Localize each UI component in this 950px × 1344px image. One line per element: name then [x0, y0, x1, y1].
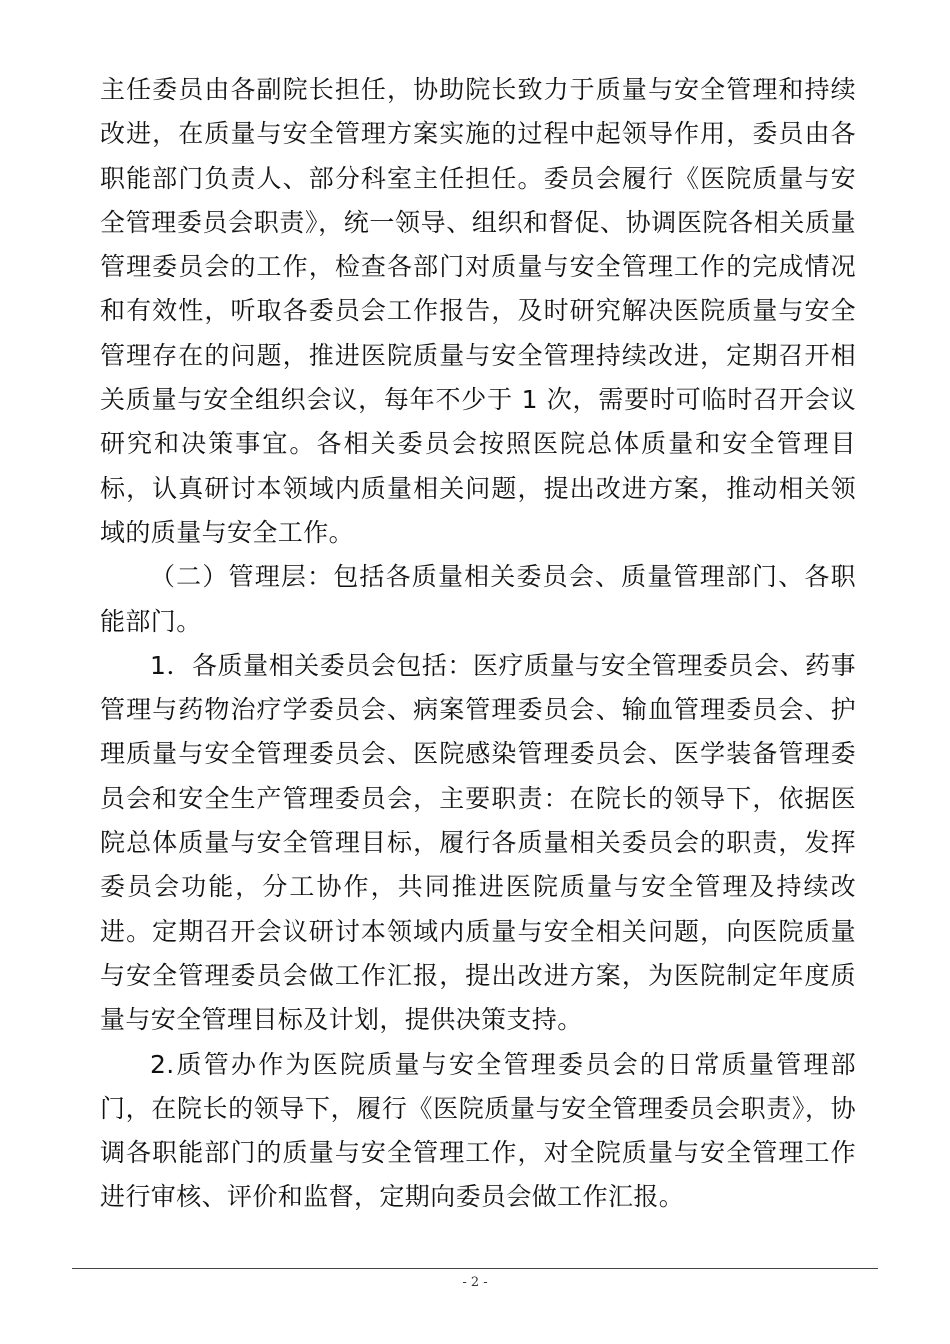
page-number: - 2 - — [462, 1275, 488, 1290]
document-body — [100, 68, 856, 1220]
paragraph-committee-duties: 主任委员由各副院长担任，协助院长致力于质量与安全管理和持续改进，在质量与安全管理方案实施的过程中起领导作用，委员由各职能部门负责人、部分科室主任担任。委员会履行《医院质量与安全管理委员会职责》，统一领导、组织和督促、协调医院各相关质量管理委员会的工作，检查各部门对质量与安全管理工作的完成情况和有效性，听取各委员会工作报告，及时研究解决医院质量与安全管理存在的问题，推进医院质量与安全管理持续改进，定期召开相关质量与安全组织会议，每年不少于 1 次，需要时可临时召开会议研究和决策事宜。各相关委员会按照医院总体质量和安全管理目标，认真研讨本领域内质量相关问题，提出改进方案，推动相关领域的质量与安全工作。 — [100, 75, 856, 547]
paragraph-management-layer: （二）管理层：包括各质量相关委员会、质量管理部门、各职能部门。 — [100, 562, 856, 636]
paragraph-quality-committees: 1．各质量相关委员会包括：医疗质量与安全管理委员会、药事管理与药物治疗学委员会、病案管理委员会、输血管理委员会、护理质量与安全管理委员会、医院感染管理委员会、医学装备管理委员会和安全生产管理委员会，主要职责：在院长的领导下，依据医院总体质量与安全管理目标，履行各质量相关委员会的职责，发挥委员会功能，分工协作，共同推进医院质量与安全管理及持续改进。定期召开会议研讨本领域内质量与安全相关问题，向医院质量与安全管理委员会做工作汇报，提出改进方案，为医院制定年度质量与安全管理目标及计划，提供决策支持。 — [100, 650, 856, 1035]
footer-divider — [72, 1268, 878, 1269]
paragraph-quality-office: 2.质管办作为医院质量与安全管理委员会的日常质量管理部门，在院长的领导下，履行《医院质量与安全管理委员会职责》，协调各职能部门的质量与安全管理工作，对全院质量与安全管理工作进行审核、评价和监督，定期向委员会做工作汇报。 — [100, 1049, 856, 1212]
